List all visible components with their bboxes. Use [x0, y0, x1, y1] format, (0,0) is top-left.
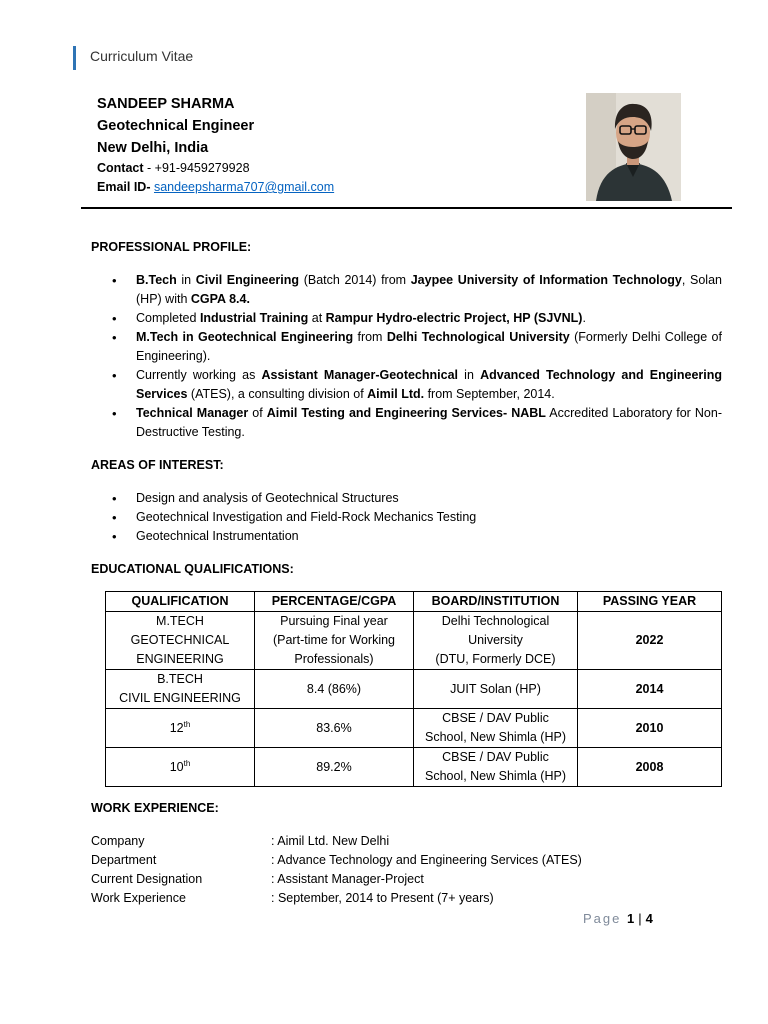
cell-percentage: 89.2% [255, 748, 414, 787]
work-value: : September, 2014 to Present (7+ years) [271, 891, 494, 905]
list-item: • Design and analysis of Geotechnical Structures [108, 489, 722, 508]
profile-photo [586, 93, 681, 201]
cell-qualification: B.TECH CIVIL ENGINEERING [106, 670, 255, 709]
column-header: QUALIFICATION [106, 592, 255, 612]
section-professional-profile: PROFESSIONAL PROFILE: [91, 240, 252, 254]
profile-list [108, 271, 722, 442]
cell-institution: CBSE / DAV Public School, New Shimla (HP) [414, 709, 578, 748]
work-value: : Aimil Ltd. New Delhi [271, 834, 390, 848]
list-item: • B.Tech in Civil Engineering (Batch 2014) from Jaypee University of Information Technology, Solan (HP) with CGPA 8.4. [108, 271, 722, 309]
doc-label: Curriculum Vitae [90, 48, 194, 64]
cell-qualification: 12th [106, 709, 255, 748]
cell-year: 2008 [578, 748, 722, 787]
column-header: BOARD/INSTITUTION [414, 592, 578, 612]
table-header-row [106, 592, 722, 612]
section-areas-of-interest: AREAS OF INTEREST: [91, 458, 224, 472]
header-accent-bar [73, 46, 76, 70]
work-key: Current Designation [91, 872, 203, 886]
education-table [105, 591, 722, 787]
work-key: Department [91, 853, 157, 867]
cell-year: 2010 [578, 709, 722, 748]
cell-qualification: 10th [106, 748, 255, 787]
column-header: PASSING YEAR [578, 592, 722, 612]
email-link[interactable]: sandeepsharma707@gmail.com [153, 180, 335, 194]
interest-list [108, 489, 722, 546]
cell-percentage: 83.6% [255, 709, 414, 748]
work-key: Work Experience [91, 891, 186, 905]
profile-photo-illustration [586, 93, 681, 201]
page-footer [583, 911, 653, 926]
identity-block [97, 93, 334, 197]
contact-value: - +91-9459279928 [143, 161, 250, 175]
table-row [106, 709, 722, 748]
cell-percentage: Pursuing Final year (Part-time for Working Professionals) [255, 612, 414, 670]
person-name: SANDEEP SHARMA [97, 96, 235, 112]
email-line [97, 178, 334, 197]
list-item: • Completed Industrial Training at Rampur Hydro-electric Project, HP (SJVNL). [108, 309, 722, 328]
table-row [106, 748, 722, 787]
section-educational-qualifications: EDUCATIONAL QUALIFICATIONS: [91, 562, 294, 576]
work-value: : Assistant Manager-Project [271, 872, 424, 886]
cell-year: 2022 [578, 612, 722, 670]
cell-qualification: M.TECH GEOTECHNICAL ENGINEERING [106, 612, 255, 670]
table-row [106, 670, 722, 709]
list-item: • Currently working as Assistant Manager-Geotechnical in Advanced Technology and Engineering Services (ATES), a consulting division of Aimil Ltd. from September, 2014. [108, 366, 722, 404]
person-location: New Delhi, India [97, 140, 209, 156]
page-number: 1 [627, 911, 635, 926]
cell-institution: JUIT Solan (HP) [414, 670, 578, 709]
person-title: Geotechnical Engineer [97, 118, 255, 134]
email-label: Email ID- [97, 180, 151, 194]
work-value: : Advance Technology and Engineering Services (ATES) [271, 853, 582, 867]
list-item: • M.Tech in Geotechnical Engineering from Delhi Technological University (Formerly Delhi College of Engineering). [108, 328, 722, 366]
list-item: • Technical Manager of Aimil Testing and Engineering Services- NABL Accredited Laboratory for Non-Destructive Testing. [108, 404, 722, 442]
list-item: • Geotechnical Instrumentation [108, 527, 722, 546]
contact-line [97, 159, 334, 178]
header-divider [81, 207, 732, 209]
table-row [106, 612, 722, 670]
column-header: PERCENTAGE/CGPA [255, 592, 414, 612]
section-work-experience: WORK EXPERIENCE: [91, 801, 219, 815]
page-separator: | [638, 911, 642, 926]
contact-label: Contact [97, 161, 144, 175]
page-word: Page [583, 911, 622, 926]
page-total: 4 [645, 911, 653, 926]
cell-institution: Delhi Technological University (DTU, Formerly DCE) [414, 612, 578, 670]
work-key: Company [91, 834, 145, 848]
list-item: • Geotechnical Investigation and Field-Rock Mechanics Testing [108, 508, 722, 527]
cell-percentage: 8.4 (86%) [255, 670, 414, 709]
cell-year: 2014 [578, 670, 722, 709]
cell-institution: CBSE / DAV Public School, New Shimla (HP) [414, 748, 578, 787]
